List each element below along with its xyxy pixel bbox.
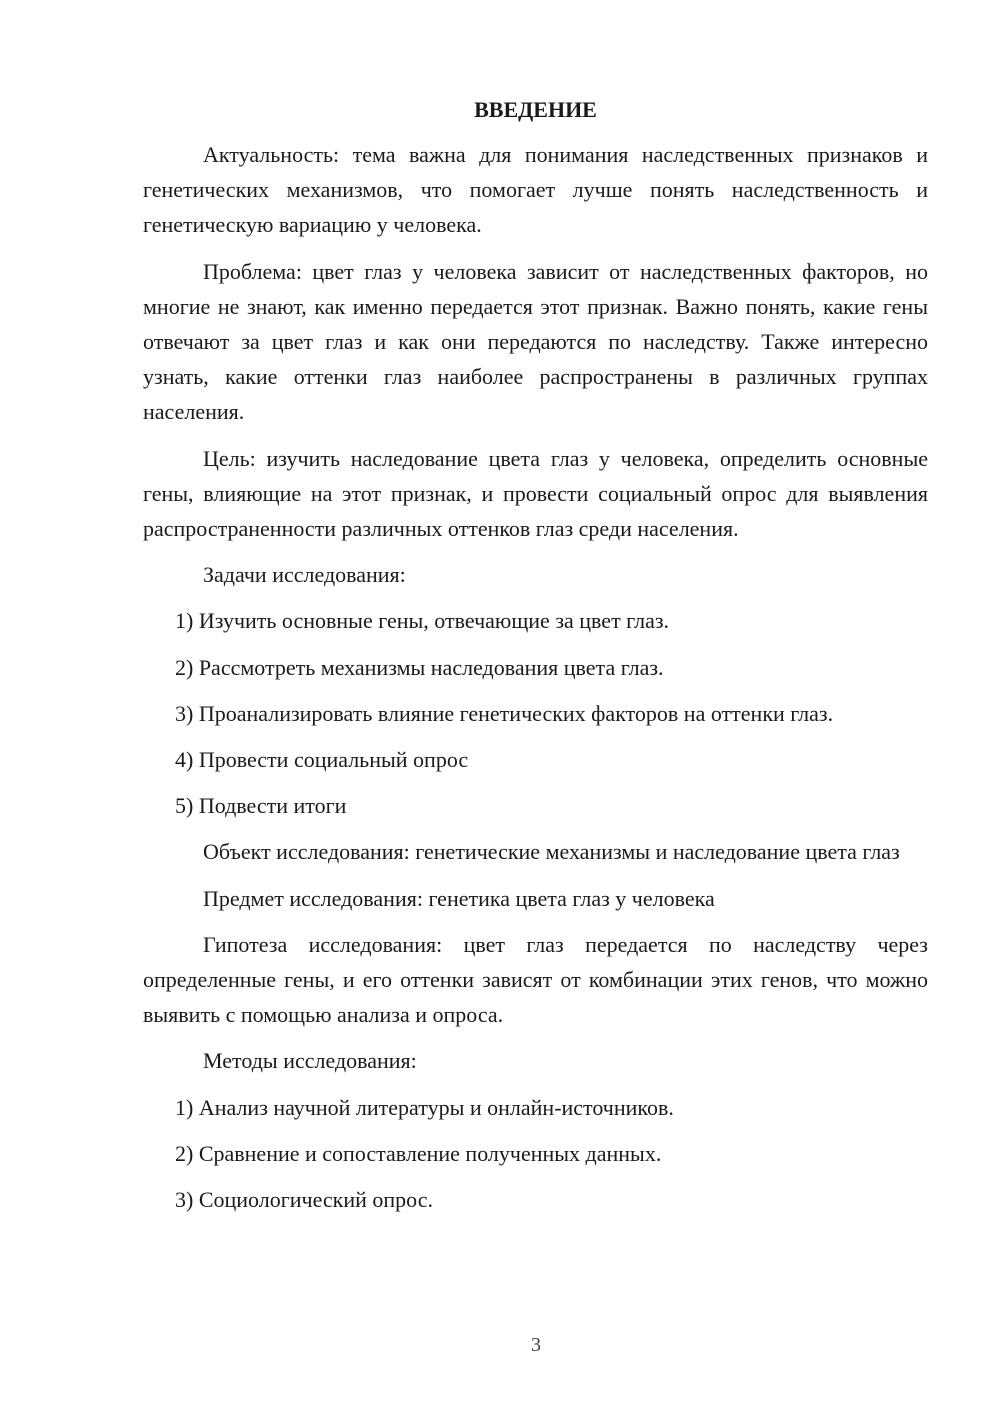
document-body xyxy=(143,95,928,1217)
object-paragraph: Объект исследования: генетические механизмы и наследование цвета глаз xyxy=(203,839,900,865)
list-item: 3) Социологический опрос. xyxy=(175,1187,433,1213)
goal-paragraph: Цель: изучить наследование цвета глаз у человека, определить основные гены, влияющие на этот признак, и провести социальный опрос для выявления распространенности различных оттенков глаз среди населения. xyxy=(143,445,928,542)
list-item: 1) Анализ научной литературы и онлайн-источников. xyxy=(175,1094,674,1120)
list-item: 4) Провести социальный опрос xyxy=(175,747,469,773)
list-item: 2) Сравнение и сопоставление полученных данных. xyxy=(175,1140,662,1166)
subject-paragraph: Предмет исследования: генетика цвета глаз у человека xyxy=(203,885,715,911)
page-number: 3 xyxy=(531,1334,541,1356)
methods-heading: Методы исследования: xyxy=(203,1048,417,1074)
problem-paragraph: Проблема: цвет глаз у человека зависит от наследственных факторов, но многие не знают, как именно передается этот признак. Важно понять, какие гены отвечают за цвет глаз и как они передаются по наследству. Также интересно узнать, какие оттенки глаз наиболее распространены в различных группах населения. xyxy=(143,258,928,425)
tasks-heading: Задачи исследования: xyxy=(203,562,406,588)
section-title: ВВЕДЕНИЕ xyxy=(474,97,597,122)
hypothesis-paragraph: Гипотеза исследования: цвет глаз передается по наследству через определенные гены, и его оттенки зависят от комбинации этих генов, что можно выявить с помощью анализа и опроса. xyxy=(143,931,928,1028)
relevance-paragraph: Актуальность: тема важна для понимания наследственных признаков и генетических механизмов, что помогает лучше понять наследственность и генетическую вариацию у человека. xyxy=(143,142,928,238)
list-item: 3) Проанализировать влияние генетических факторов на оттенки глаз. xyxy=(175,700,834,726)
list-item: 5) Подвести итоги xyxy=(175,793,347,819)
list-item: 1) Изучить основные гены, отвечающие за цвет глаз. xyxy=(175,608,670,634)
list-item: 2) Рассмотреть механизмы наследования цвета глаз. xyxy=(175,654,664,680)
